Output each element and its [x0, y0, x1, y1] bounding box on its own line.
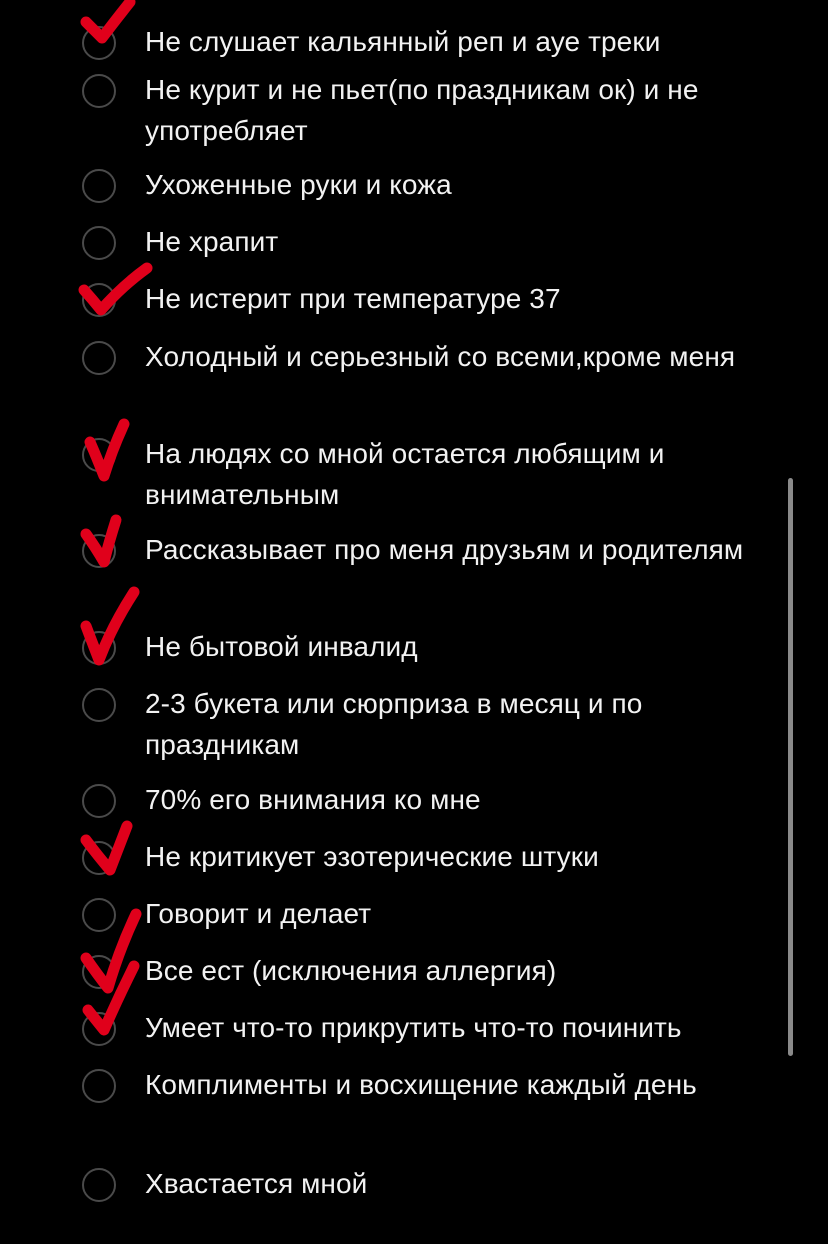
item-label: Не критикует эзотерические штуки [145, 841, 599, 872]
item-label: Не курит и не пьет(по праздникам ок) и не употребляет [145, 74, 699, 146]
item-label: Не бытовой инвалид [145, 631, 418, 662]
radio-button[interactable] [82, 688, 116, 722]
item-label: Комплименты и восхищение каждый день [145, 1069, 697, 1100]
item-label: Ухоженные руки и кожа [145, 169, 452, 200]
item-label: Хвастается мной [145, 1168, 368, 1199]
item-label: Не истерит при температуре 37 [145, 283, 561, 314]
radio-button[interactable] [82, 631, 116, 665]
item-label: Все ест (исключения аллергия) [145, 955, 557, 986]
radio-button[interactable] [82, 283, 116, 317]
radio-button[interactable] [82, 784, 116, 818]
item-label: Говорит и делает [145, 898, 372, 929]
radio-button[interactable] [82, 955, 116, 989]
item-label: 70% его внимания ко мне [145, 784, 481, 815]
item-label: Рассказывает про меня друзьям и родителям [145, 534, 744, 565]
radio-button[interactable] [82, 169, 116, 203]
radio-button[interactable] [82, 1069, 116, 1103]
item-label: 2-3 букета или сюрприза в месяц и по праздникам [145, 688, 643, 760]
item-label: Не храпит [145, 226, 279, 257]
item-label: На людях со мной остается любящим и внимательным [145, 438, 665, 510]
radio-button[interactable] [82, 74, 116, 108]
radio-button[interactable] [82, 1012, 116, 1046]
radio-button[interactable] [82, 26, 116, 60]
item-label: Не слушает кальянный реп и ауе треки [145, 26, 661, 57]
radio-button[interactable] [82, 898, 116, 932]
radio-button[interactable] [82, 438, 116, 472]
radio-button[interactable] [82, 341, 116, 375]
radio-button[interactable] [82, 226, 116, 260]
radio-button[interactable] [82, 534, 116, 568]
item-label: Умеет что-то прикрутить что-то починить [145, 1012, 682, 1043]
radio-button[interactable] [82, 1168, 116, 1202]
radio-button[interactable] [82, 841, 116, 875]
scrollbar[interactable] [788, 478, 793, 1056]
item-label: Холодный и серьезный со всеми,кроме меня [145, 341, 736, 372]
